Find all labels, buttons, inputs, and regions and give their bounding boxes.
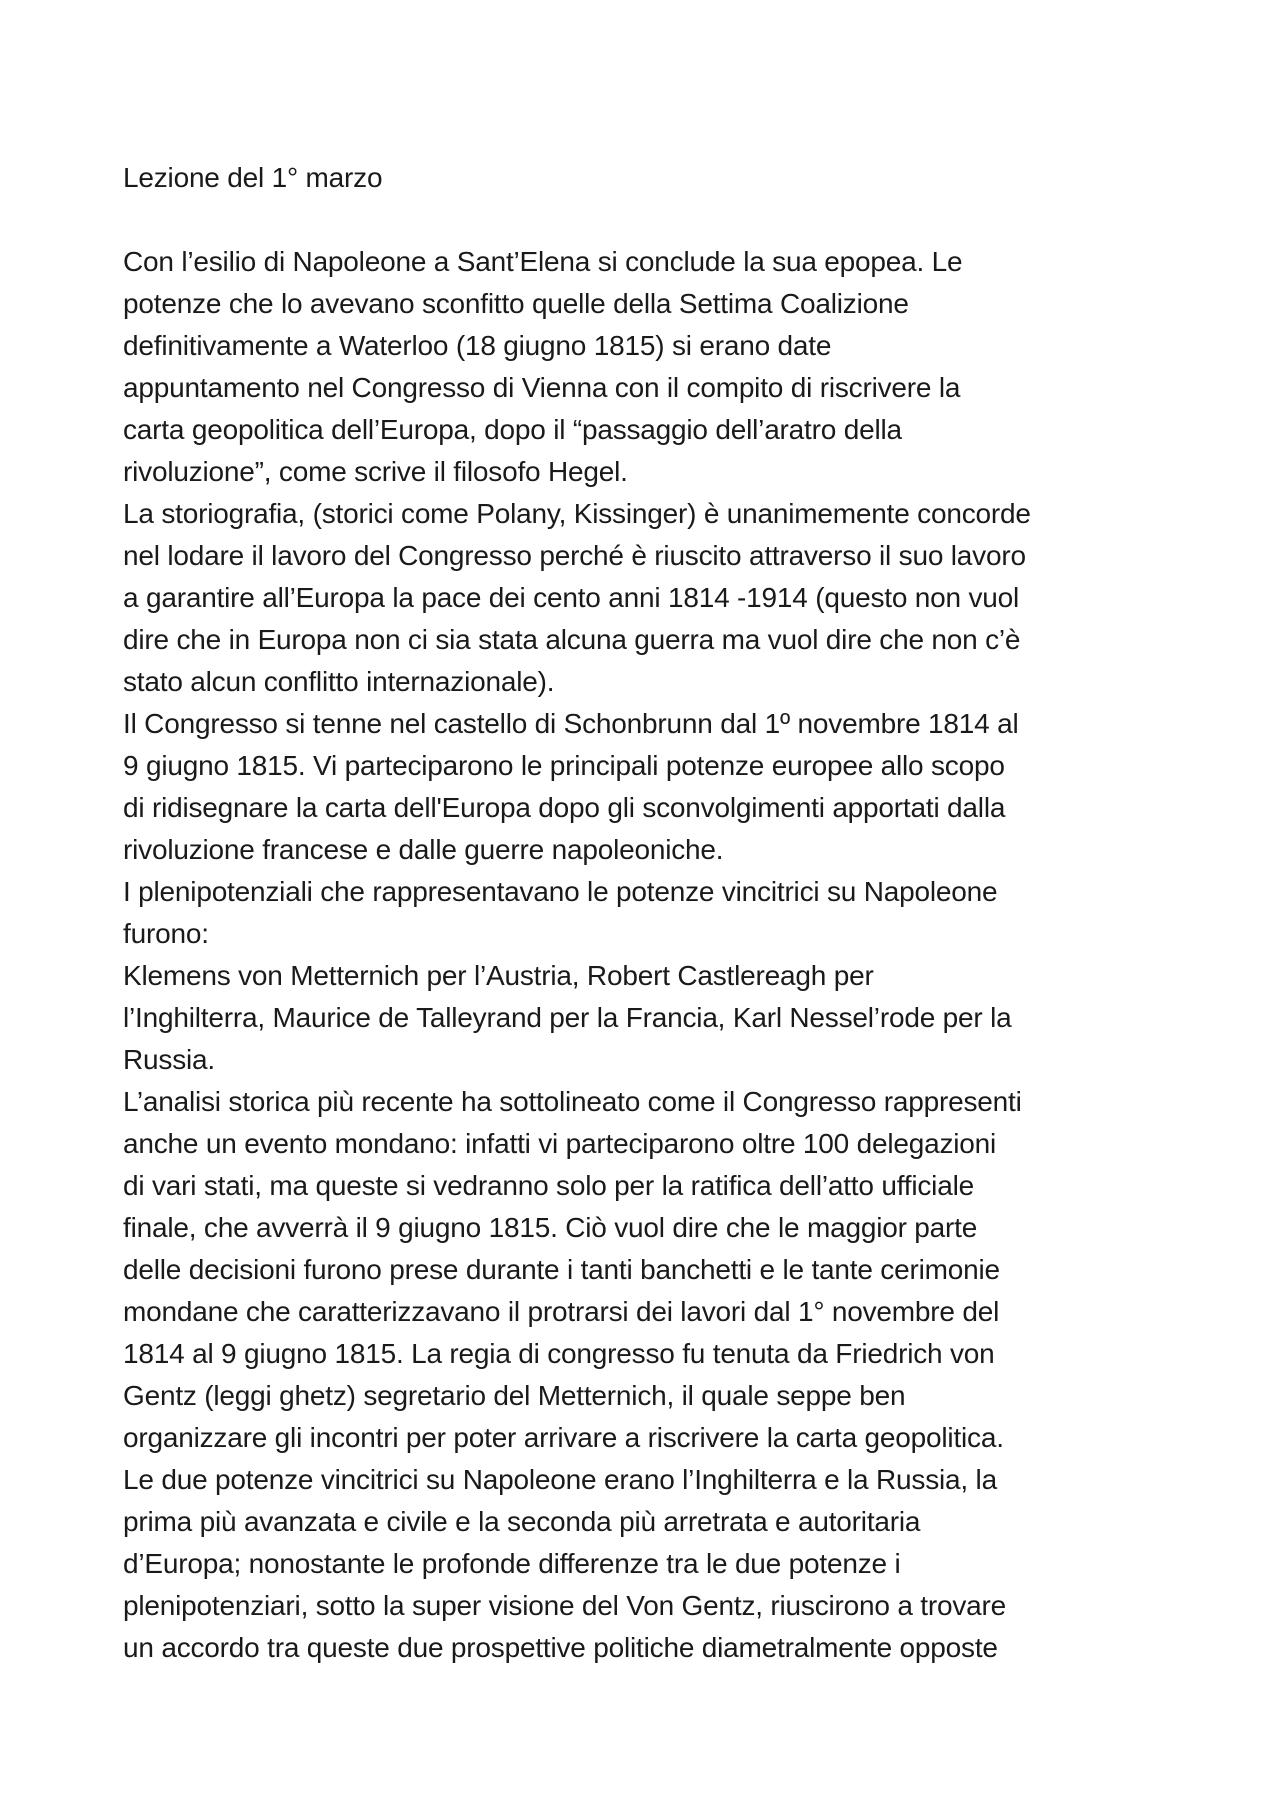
text-line: dire che in Europa non ci sia stata alcuna guerra ma vuol dire che non c’è — [123, 624, 1021, 655]
text-line: 9 giugno 1815. Vi parteciparono le principali potenze europee allo scopo — [123, 750, 1005, 781]
text-line: a garantire all’Europa la pace dei cento anni 1814 -1914 (questo non vuol — [123, 582, 1020, 613]
text-line: Klemens von Metternich per l’Austria, Robert Castlereagh per — [123, 960, 874, 991]
text-line: delle decisioni furono prese durante i tanti banchetti e le tante cerimonie — [123, 1254, 1000, 1285]
text-line: nel lodare il lavoro del Congresso perché è riuscito attraverso il suo lavoro — [123, 540, 1026, 571]
text-line: prima più avanzata e civile e la seconda più arretrata e autoritaria — [123, 1506, 921, 1537]
text-line: Russia. — [123, 1044, 215, 1075]
text-line: rivoluzione francese e dalle guerre napoleoniche. — [123, 834, 724, 865]
text-line: mondane che caratterizzavano il protrarsi dei lavori dal 1° novembre del — [123, 1296, 1000, 1327]
text-line: d’Europa; nonostante le profonde differenze tra le due potenze i — [123, 1548, 901, 1579]
text-line: appuntamento nel Congresso di Vienna con il compito di riscrivere la — [123, 372, 961, 403]
text-line: 1814 al 9 giugno 1815. La regia di congresso fu tenuta da Friedrich von — [123, 1338, 995, 1369]
document-title: Lezione del 1° marzo — [123, 162, 383, 193]
document-body — [123, 157, 1263, 1669]
text-line: Le due potenze vincitrici su Napoleone erano l’Inghilterra e la Russia, la — [123, 1464, 997, 1495]
text-line: organizzare gli incontri per poter arrivare a riscrivere la carta geopolitica. — [123, 1422, 1004, 1453]
text-line: anche un evento mondano: infatti vi parteciparono oltre 100 delegazioni — [123, 1128, 997, 1159]
text-line: Gentz (leggi ghetz) segretario del Metternich, il quale seppe ben — [123, 1380, 906, 1411]
text-line: rivoluzione”, come scrive il filosofo Hegel. — [123, 456, 628, 487]
text-line: L’analisi storica più recente ha sottolineato come il Congresso rappresenti — [123, 1086, 1022, 1117]
text-line: finale, che avverrà il 9 giugno 1815. Ciò vuol dire che le maggior parte — [123, 1212, 978, 1243]
text-line: plenipotenziari, sotto la super visione del Von Gentz, riuscirono a trovare — [123, 1590, 1007, 1621]
text-line: di vari stati, ma queste si vedranno solo per la ratifica dell’atto ufficiale — [123, 1170, 974, 1201]
text-line: potenze che lo avevano sconfitto quelle della Settima Coalizione — [123, 288, 909, 319]
text-line: l’Inghilterra, Maurice de Talleyrand per la Francia, Karl Nessel’rode per la — [123, 1002, 1012, 1033]
text-line: Il Congresso si tenne nel castello di Schonbrunn dal 1º novembre 1814 al — [123, 708, 1019, 739]
text-line: un accordo tra queste due prospettive politiche diametralmente opposte — [123, 1632, 998, 1663]
text-line: La storiografia, (storici come Polany, Kissinger) è unanimemente concorde — [123, 498, 1031, 529]
text-line: carta geopolitica dell’Europa, dopo il “passaggio dell’aratro della — [123, 414, 902, 445]
text-line: di ridisegnare la carta dell'Europa dopo gli sconvolgimenti apportati dalla — [123, 792, 1006, 823]
text-line: I plenipotenziali che rappresentavano le potenze vincitrici su Napoleone — [123, 876, 998, 907]
blank-line — [123, 199, 1263, 241]
text-line: Con l’esilio di Napoleone a Sant’Elena si conclude la sua epopea. Le — [123, 246, 963, 277]
text-line: stato alcun conflitto internazionale). — [123, 666, 555, 697]
text-line: furono: — [123, 918, 209, 949]
text-line: definitivamente a Waterloo (18 giugno 1815) si erano date — [123, 330, 832, 361]
